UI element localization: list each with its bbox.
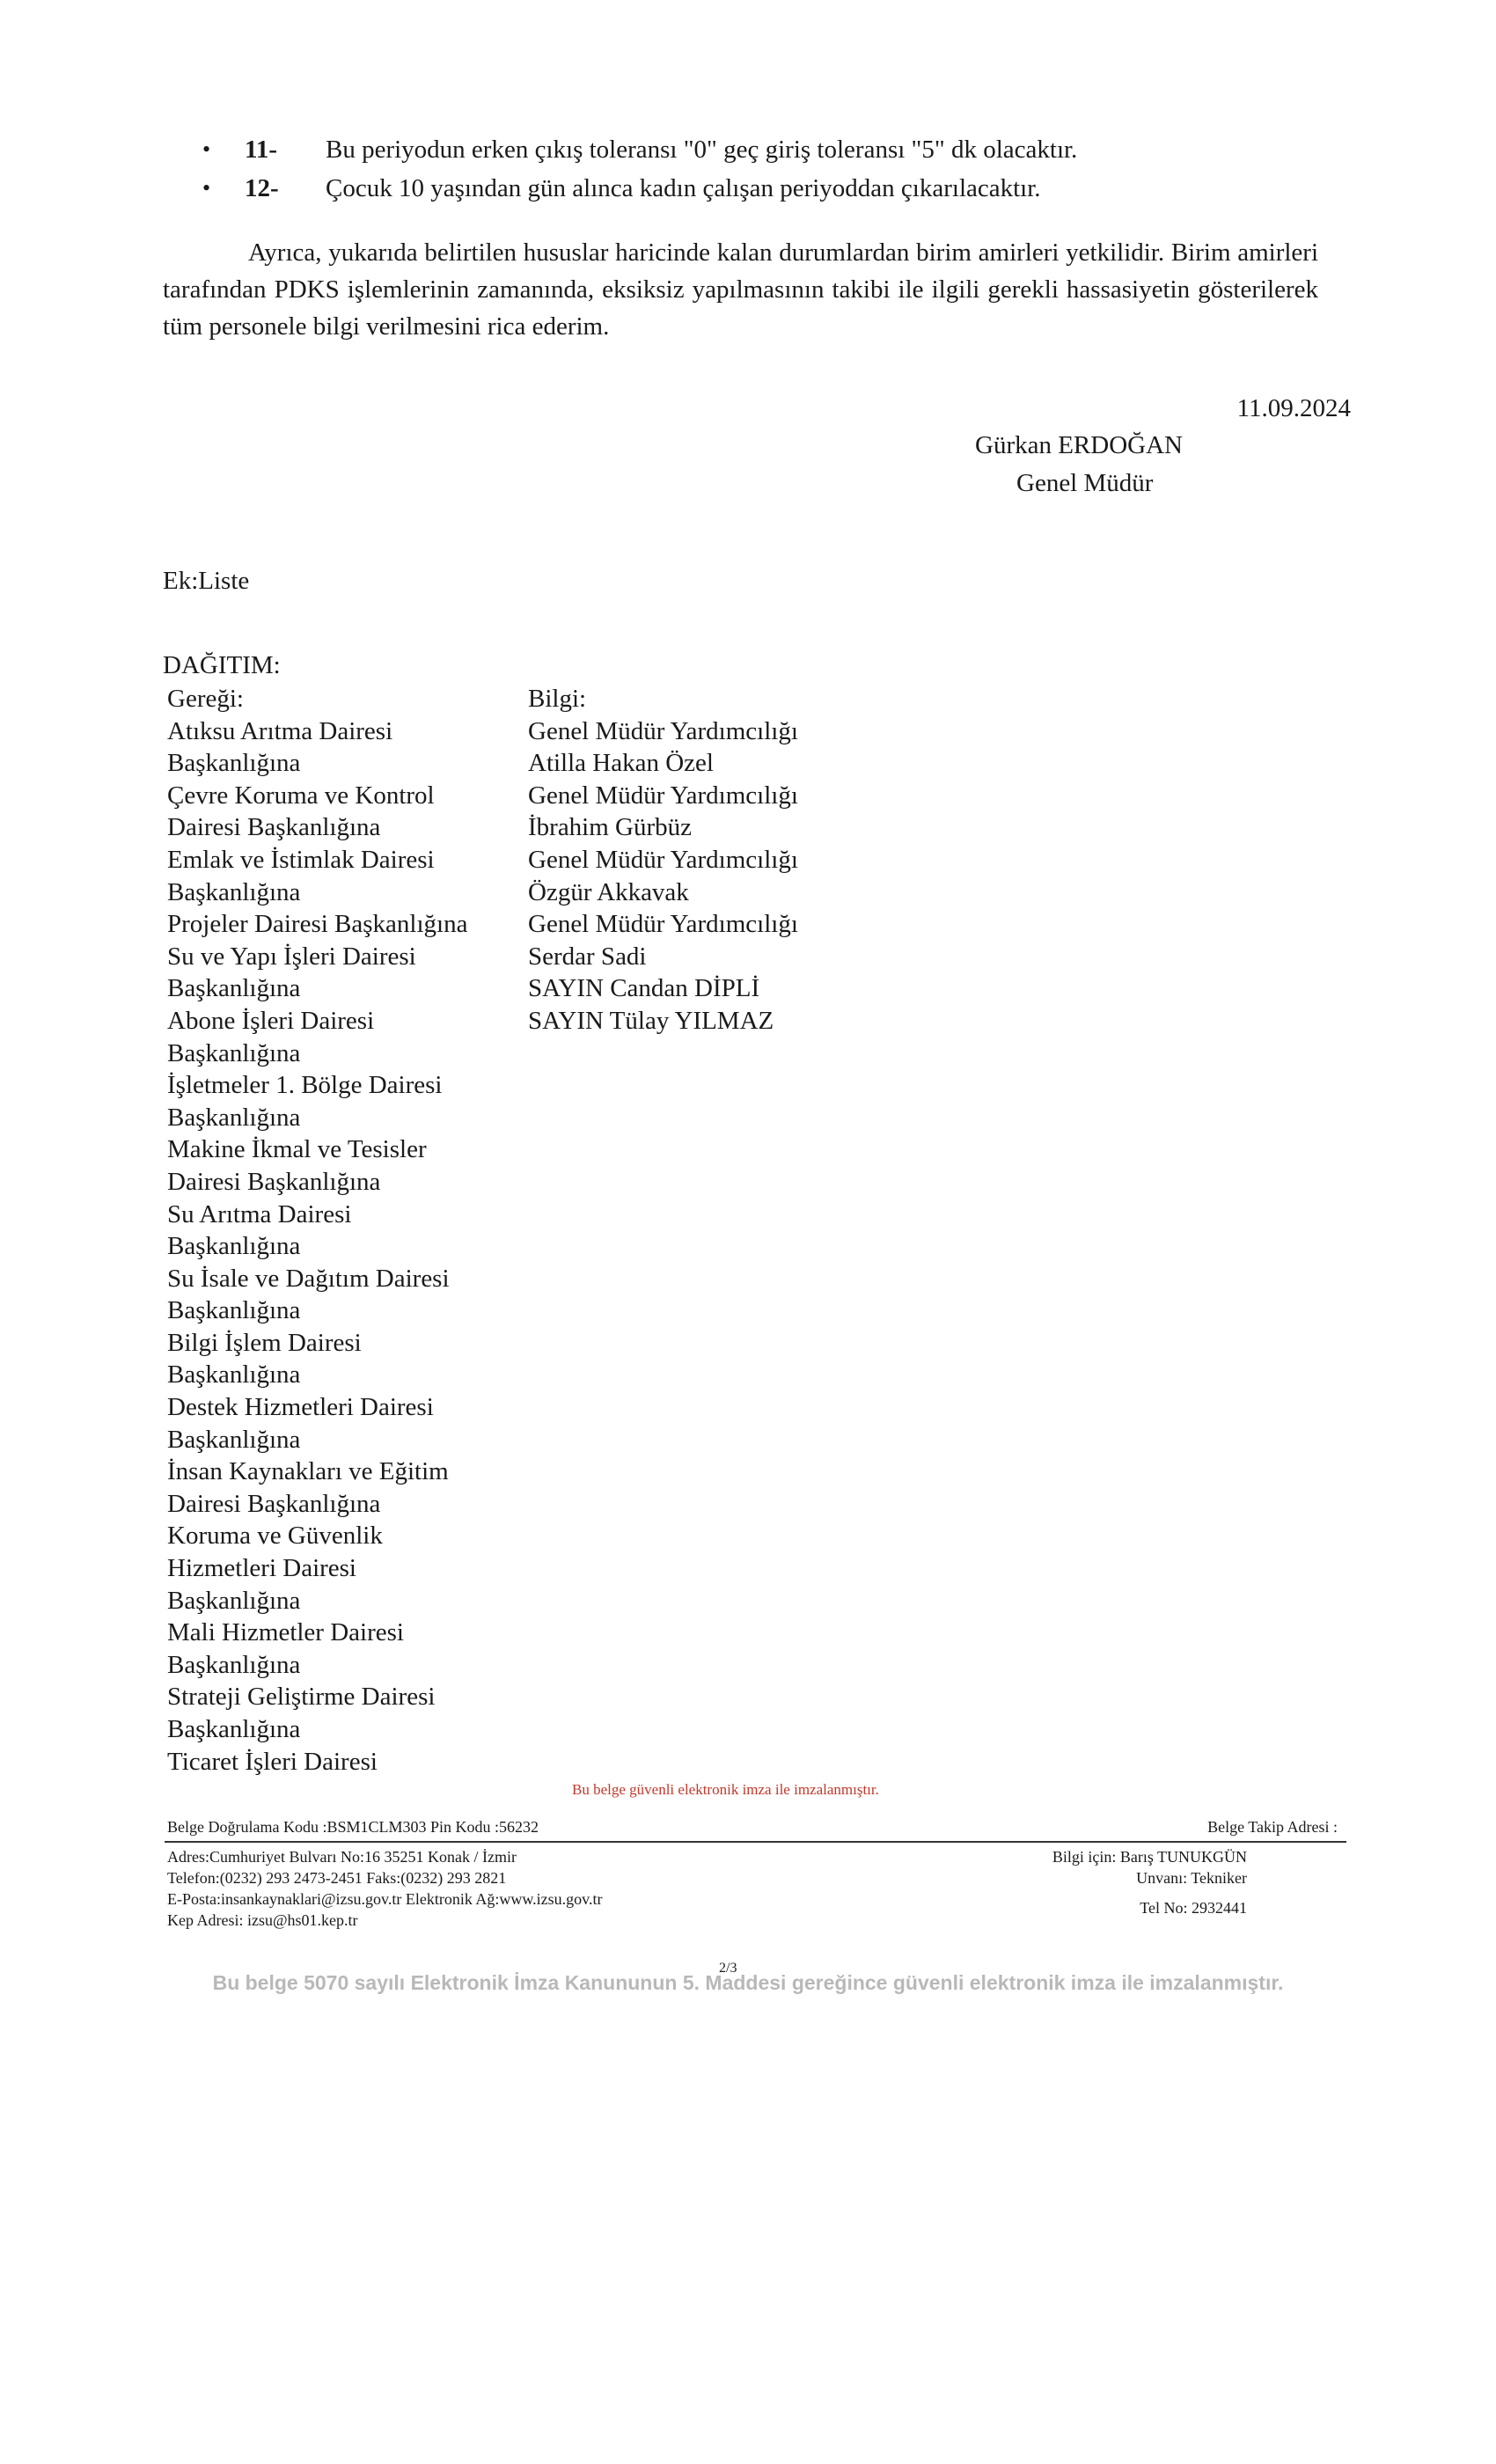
distribution-action-line: Başkanlığına (167, 1296, 301, 1325)
distribution-action-line: İşletmeler 1. Bölge Dairesi (167, 1071, 443, 1100)
distribution-info-line: Özgür Akkavak (528, 877, 689, 906)
distribution-action-line: Hizmetleri Dairesi (167, 1554, 356, 1583)
distribution-action-line: Makine İkmal ve Tesisler (167, 1135, 427, 1164)
distribution-action-line: Başkanlığına (167, 1650, 301, 1679)
distribution-action-line: Başkanlığına (167, 749, 301, 778)
verification-code: Belge Doğrulama Kodu :BSM1CLM303 Pin Kodu :56232 (167, 1818, 539, 1836)
distribution-info-line: SAYIN Tülay YILMAZ (528, 1006, 774, 1035)
footer-email: E-Posta:insankaynaklari@izsu.gov.tr Elektronik Ağ:www.izsu.gov.tr (167, 1890, 603, 1908)
distribution-action-line: Dairesi Başkanlığına (167, 1167, 381, 1196)
page-number: 2/3 (719, 1961, 737, 1976)
list-item-number: 12- (245, 174, 279, 202)
distribution-info-line: Serdar Sadi (528, 942, 647, 971)
distribution-info-line: İbrahim Gürbüz (528, 813, 693, 842)
signer-title: Genel Müdür (1016, 469, 1154, 497)
bullet: • (202, 136, 211, 162)
distribution-action-line: Dairesi Başkanlığına (167, 1489, 381, 1518)
distribution-info-line: Genel Müdür Yardımcılığı (528, 716, 798, 745)
footer-divider (165, 1841, 1346, 1843)
distribution-action-line: Dairesi Başkanlığına (167, 813, 381, 842)
distribution-info-line: SAYIN Candan DİPLİ (528, 974, 760, 1003)
distribution-action-line: Su İsale ve Dağıtım Dairesi (167, 1264, 450, 1293)
distribution-action-line: Başkanlığına (167, 1715, 301, 1743)
distribution-info-list (528, 683, 798, 1038)
attachment-note: Ek:Liste (163, 567, 250, 595)
distribution-action-line: Başkanlığına (167, 877, 301, 906)
distribution-action-line: Başkanlığına (167, 1232, 301, 1261)
distribution-info-line: Genel Müdür Yardımcılığı (528, 845, 798, 874)
distribution-info-line: Bilgi: (528, 685, 587, 713)
footer-role: Unvanı: Tekniker (1136, 1869, 1247, 1887)
footer-kep: Kep Adresi: izsu@hs01.kep.tr (167, 1911, 358, 1929)
distribution-action-line: Başkanlığına (167, 1103, 301, 1132)
footer-contact-block (167, 1846, 603, 1931)
distribution-info-line: Genel Müdür Yardımcılığı (528, 781, 798, 810)
distribution-action-line: Başkanlığına (167, 1425, 301, 1454)
distribution-heading: DAĞITIM: (163, 651, 281, 679)
distribution-action-line: Bilgi İşlem Dairesi (167, 1328, 362, 1357)
distribution-info-line: Atilla Hakan Özel (528, 749, 714, 778)
distribution-action-line: Emlak ve İstimlak Dairesi (167, 845, 435, 874)
bullet: • (202, 175, 211, 201)
distribution-action-line: Atıksu Arıtma Dairesi (167, 716, 393, 745)
distribution-action-line: Strateji Geliştirme Dairesi (167, 1683, 436, 1712)
footer-tel: Tel No: 2932441 (1140, 1899, 1247, 1917)
list-item-text: Bu periyodun erken çıkış toleransı "0" geç giriş toleransı "5" dk olacaktır. (326, 136, 1078, 164)
body-paragraph: Ayrıca, yukarıda belirtilen hususlar haricinde kalan durumlardan birim amirleri yetkilidir. Birim amirleri tarafından PDKS işlemlerinin zamanında, eksiksiz yapılmasının takibi ile ilgili gerekli hassasiyetin gösterilerek tüm personele bilgi verilmesini rica ederim. (163, 238, 1318, 341)
distribution-info-line: Genel Müdür Yardımcılığı (528, 910, 798, 939)
distribution-action-line: Koruma ve Güvenlik (167, 1522, 383, 1551)
signature-date: 11.09.2024 (1236, 394, 1351, 422)
distribution-action-line: Mali Hizmetler Dairesi (167, 1618, 404, 1647)
distribution-action-list (167, 683, 467, 1778)
distribution-action-line: Gereği: (167, 685, 244, 713)
distribution-action-line: Başkanlığına (167, 974, 301, 1003)
list-item-text: Çocuk 10 yaşından gün alınca kadın çalışan periyoddan çıkarılacaktır. (326, 174, 1041, 202)
footer-info-block (1018, 1846, 1247, 1918)
distribution-action-line: Su ve Yapı İşleri Dairesi (167, 942, 416, 971)
signer-name: Gürkan ERDOĞAN (975, 431, 1183, 459)
footer-address: Adres:Cumhuriyet Bulvarı No:16 35251 Konak / İzmir (167, 1848, 517, 1866)
distribution-action-line: Başkanlığına (167, 1586, 301, 1615)
distribution-action-line: Başkanlığına (167, 1038, 301, 1067)
distribution-action-line: Çevre Koruma ve Kontrol (167, 781, 435, 810)
list-item-number: 11- (245, 136, 278, 164)
footer-phone: Telefon:(0232) 293 2473-2451 Faks:(0232) 293 2821 (167, 1869, 507, 1887)
distribution-action-line: Başkanlığına (167, 1360, 301, 1390)
footer-contact-person: Bilgi için: Barış TUNUKGÜN (1052, 1848, 1247, 1866)
distribution-action-line: Ticaret İşleri Dairesi (167, 1747, 378, 1776)
esign-banner: Bu belge 5070 sayılı Elektronik İmza Kanununun 5. Maddesi gereğince güvenli elektronik imza ile imzalanmıştır. (212, 1971, 1284, 1994)
distribution-action-line: Destek Hizmetleri Dairesi (167, 1393, 434, 1422)
distribution-action-line: Projeler Dairesi Başkanlığına (167, 910, 468, 939)
esign-note: Bu belge güvenli elektronik imza ile imzalanmıştır. (572, 1781, 879, 1798)
distribution-action-line: Abone İşleri Dairesi (167, 1006, 375, 1035)
distribution-action-line: İnsan Kaynakları ve Eğitim (167, 1457, 449, 1486)
distribution-action-line: Su Arıtma Dairesi (167, 1199, 352, 1228)
tracking-address: Belge Takip Adresi : (1207, 1818, 1338, 1836)
